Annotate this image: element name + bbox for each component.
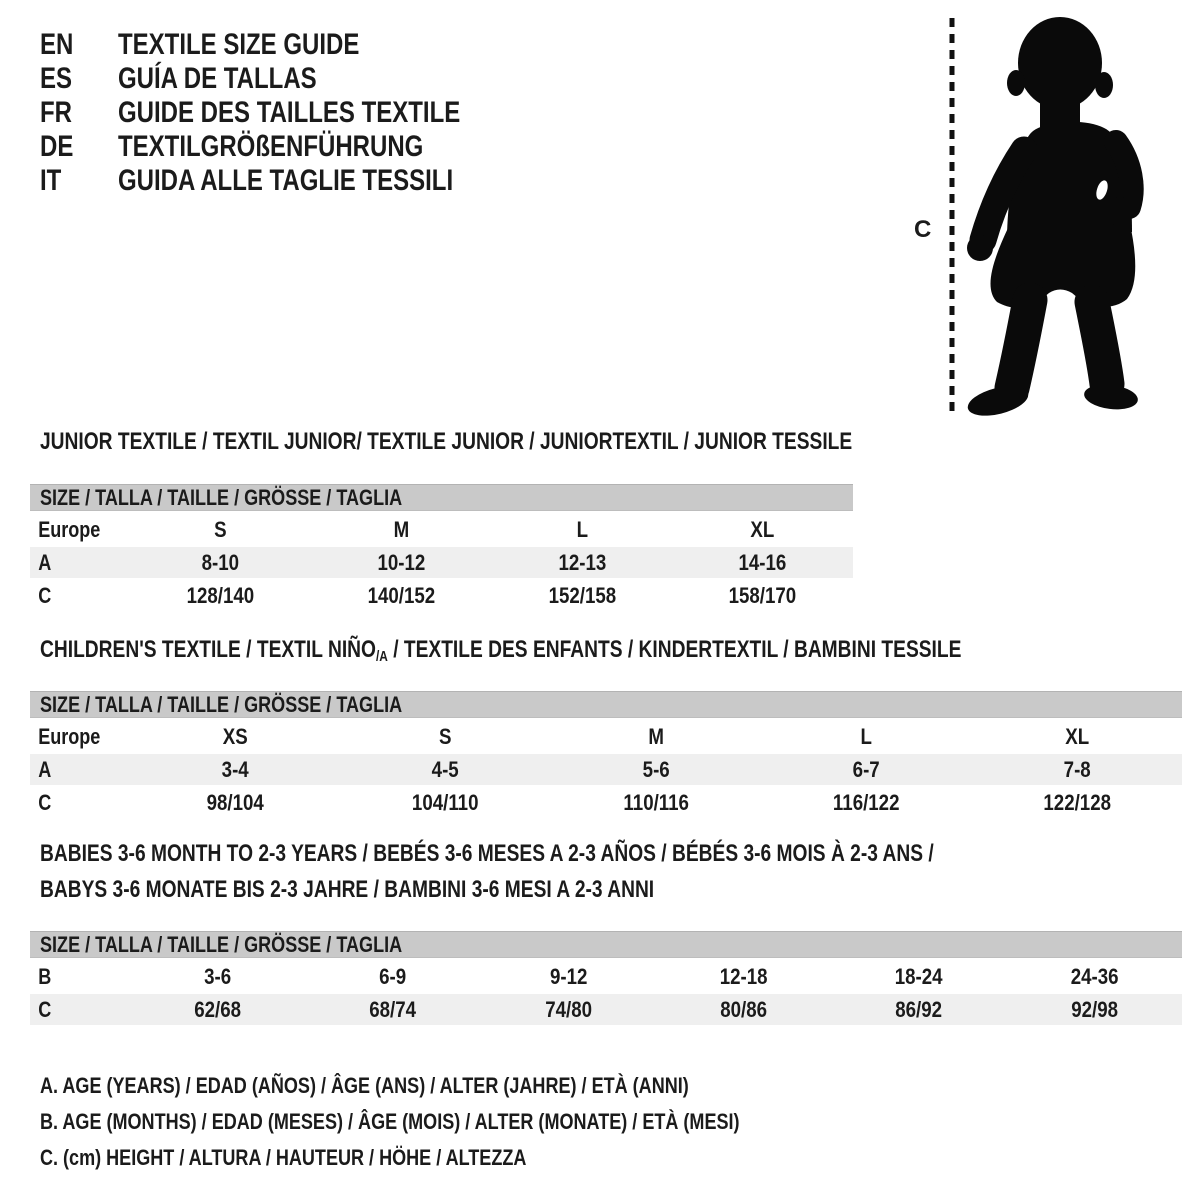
babies-section-title-line1: BABIES 3-6 MONTH TO 2-3 YEARS / BEBÉS 3-6 MESES A 2-3 AÑOS / BÉBÉS 3-6 MOIS À 2-3 ANS / [40, 840, 934, 867]
table-cell: 62/68 [194, 996, 242, 1022]
table-cell: 128/140 [186, 582, 255, 608]
lang-row-en [40, 28, 546, 62]
table-cell: M [648, 723, 664, 749]
table-cell: 74/80 [544, 996, 592, 1022]
table-cell: 12-13 [557, 549, 606, 575]
table-cell: XL [750, 516, 775, 542]
children-size-header-bar [30, 691, 1182, 718]
children-title-main: CHILDREN'S TEXTILE / TEXTIL NIÑO [40, 636, 376, 663]
children-section-title [40, 636, 962, 665]
table-cell: S [439, 723, 452, 749]
lang-code: IT [40, 164, 62, 197]
table-row [30, 787, 1182, 818]
table-row [30, 961, 1182, 992]
table-cell: 152/158 [548, 582, 616, 608]
table-cell: 9-12 [549, 963, 588, 989]
legend-line-c: C. (cm) HEIGHT / ALTURA / HAUTEUR / HÖHE / ALTEZZA [40, 1145, 527, 1170]
baby-silhouette-icon [965, 17, 1139, 421]
table-row [30, 994, 1182, 1025]
table-cell: 3-6 [204, 963, 232, 989]
babies-section-title-line2: BABYS 3-6 MONATE BIS 2-3 JAHRE / BAMBINI 3-6 MESI A 2-3 ANNI [40, 876, 655, 903]
lang-row-fr [40, 96, 546, 130]
babies-size-table [30, 931, 1182, 1027]
junior-size-header-bar [30, 484, 853, 511]
guide-title-fr: GUIDE DES TAILLES TEXTILE [118, 96, 461, 129]
table-cell: 6-9 [379, 963, 407, 989]
table-cell: 12-18 [719, 963, 768, 989]
table-row [30, 547, 853, 578]
table-row [30, 580, 853, 611]
children-size-table [30, 691, 1182, 820]
junior-size-table [30, 484, 853, 613]
table-row [30, 754, 1182, 785]
row-label: Europe [38, 516, 101, 542]
table-row [30, 721, 1182, 752]
guide-title-es: GUÍA DE TALLAS [118, 62, 317, 95]
guide-title-en: TEXTILE SIZE GUIDE [118, 28, 360, 61]
table-cell: 14-16 [738, 549, 787, 575]
table-row [30, 514, 853, 545]
table-cell: S [214, 516, 227, 542]
table-cell: 68/74 [369, 996, 417, 1022]
children-title-sub: /A [375, 649, 388, 665]
table-cell: 80/86 [720, 996, 768, 1022]
size-header-label: SIZE / TALLA / TAILLE / GRÖSSE / TAGLIA [40, 691, 403, 717]
lang-code: DE [40, 130, 74, 163]
children-title-rest: / TEXTILE DES ENFANTS / KINDERTEXTIL / BAMBINI TESSILE [387, 636, 962, 663]
table-cell: 86/92 [895, 996, 943, 1022]
babies-size-header-bar [30, 931, 1182, 958]
table-cell: 10-12 [377, 549, 426, 575]
language-title-list [40, 28, 546, 198]
table-cell: L [576, 516, 588, 542]
row-label: C [38, 789, 52, 815]
lang-code: FR [40, 96, 72, 129]
table-cell: 18-24 [895, 963, 943, 989]
table-cell: 5-6 [642, 756, 670, 782]
table-cell: XS [222, 723, 248, 749]
table-cell: 92/98 [1070, 996, 1118, 1022]
table-cell: 8-10 [201, 549, 240, 575]
legend-line-a: A. AGE (YEARS) / EDAD (AÑOS) / ÂGE (ANS) / ALTER (JAHRE) / ETÀ (ANNI) [40, 1073, 689, 1098]
baby-height-figure [880, 0, 1200, 430]
row-label: Europe [38, 723, 101, 749]
row-label: B [38, 963, 52, 989]
row-label: A [38, 549, 52, 575]
table-cell: L [860, 723, 873, 749]
table-cell: 24-36 [1070, 963, 1119, 989]
height-measure-label: C [914, 216, 932, 243]
table-cell: 158/170 [728, 582, 797, 608]
row-label: C [38, 996, 52, 1022]
row-label: C [38, 582, 52, 608]
table-cell: 110/116 [623, 789, 689, 815]
lang-row-de [40, 130, 546, 164]
table-cell: 122/128 [1043, 789, 1111, 815]
table-cell: 116/122 [833, 789, 900, 815]
table-cell: 140/152 [367, 582, 435, 608]
legend-line-b: B. AGE (MONTHS) / EDAD (MESES) / ÂGE (MOIS) / ALTER (MONATE) / ETÀ (MESI) [40, 1109, 740, 1134]
row-label: A [38, 756, 52, 782]
guide-title-it: GUIDA ALLE TAGLIE TESSILI [118, 164, 454, 197]
measure-legend [40, 1068, 893, 1176]
lang-code: EN [40, 28, 74, 61]
table-cell: 104/110 [412, 789, 479, 815]
junior-section-title: JUNIOR TEXTILE / TEXTIL JUNIOR/ TEXTILE JUNIOR / JUNIORTEXTIL / JUNIOR TESSILE [40, 428, 853, 455]
table-cell: 4-5 [432, 756, 460, 782]
size-header-label: SIZE / TALLA / TAILLE / GRÖSSE / TAGLIA [40, 484, 403, 510]
lang-row-es [40, 62, 546, 96]
table-cell: 98/104 [206, 789, 264, 815]
size-header-label: SIZE / TALLA / TAILLE / GRÖSSE / TAGLIA [40, 931, 403, 957]
table-cell: 6-7 [852, 756, 880, 782]
table-cell: 3-4 [221, 756, 249, 782]
lang-row-it [40, 164, 546, 198]
table-cell: 7-8 [1063, 756, 1091, 782]
lang-code: ES [40, 62, 73, 95]
table-cell: M [393, 516, 409, 542]
guide-title-de: TEXTILGRÖßENFÜHRUNG [118, 130, 424, 163]
table-cell: XL [1064, 723, 1089, 749]
